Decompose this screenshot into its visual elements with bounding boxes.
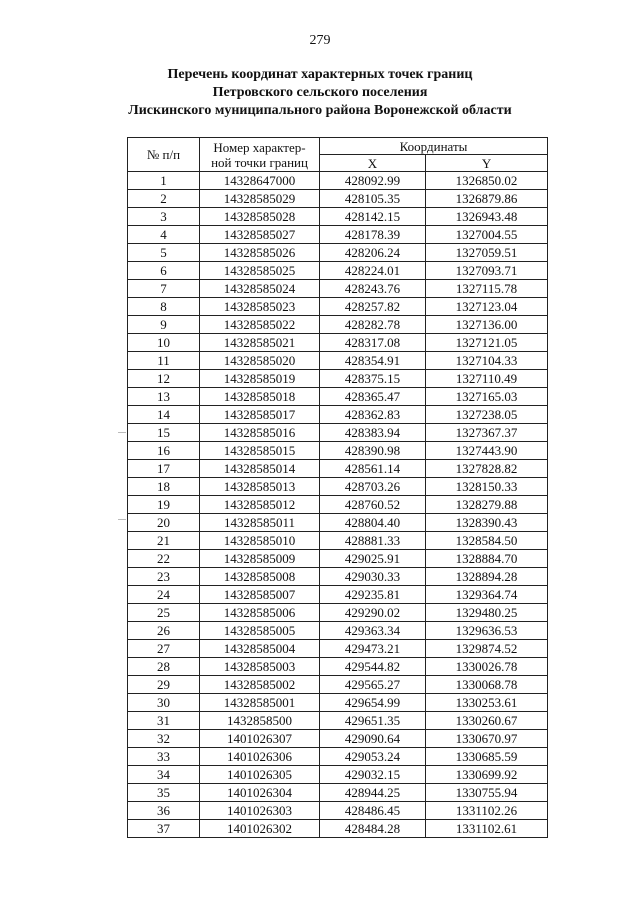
header-point-id: Номер характер-ной точки границ: [200, 138, 320, 172]
cell-x: 429651.35: [320, 712, 426, 730]
table-row: [128, 172, 548, 190]
cell-point-id: 14328585014: [200, 460, 320, 478]
cell-y: 1327238.05: [426, 406, 548, 424]
cell-num: 25: [128, 604, 200, 622]
table-row: [128, 478, 548, 496]
cell-num: 35: [128, 784, 200, 802]
cell-point-id: 14328585001: [200, 694, 320, 712]
cell-x: 428561.14: [320, 460, 426, 478]
cell-num: 26: [128, 622, 200, 640]
cell-point-id: 14328585010: [200, 532, 320, 550]
table-row: [128, 568, 548, 586]
cell-num: 34: [128, 766, 200, 784]
cell-point-id: 14328585011: [200, 514, 320, 532]
table-row: [128, 712, 548, 730]
scan-mark: [118, 432, 126, 433]
table-row: [128, 694, 548, 712]
cell-y: 1326850.02: [426, 172, 548, 190]
cell-point-id: 14328585022: [200, 316, 320, 334]
cell-y: 1326943.48: [426, 208, 548, 226]
cell-point-id: 1432858500: [200, 712, 320, 730]
cell-point-id: 14328585012: [200, 496, 320, 514]
coordinates-table: [127, 137, 548, 838]
cell-y: 1327110.49: [426, 370, 548, 388]
cell-y: 1330685.59: [426, 748, 548, 766]
table-row: [128, 208, 548, 226]
cell-point-id: 14328647000: [200, 172, 320, 190]
header-num: № п/п: [128, 138, 200, 172]
cell-x: 428375.15: [320, 370, 426, 388]
cell-y: 1330253.61: [426, 694, 548, 712]
cell-y: 1326879.86: [426, 190, 548, 208]
table-row: [128, 820, 548, 838]
cell-y: 1327104.33: [426, 352, 548, 370]
cell-point-id: 14328585016: [200, 424, 320, 442]
table-row: [128, 802, 548, 820]
cell-x: 429363.34: [320, 622, 426, 640]
table-row: [128, 514, 548, 532]
cell-num: 37: [128, 820, 200, 838]
cell-y: 1330699.92: [426, 766, 548, 784]
cell-y: 1330670.97: [426, 730, 548, 748]
cell-point-id: 14328585028: [200, 208, 320, 226]
cell-x: 428383.94: [320, 424, 426, 442]
cell-y: 1327121.05: [426, 334, 548, 352]
cell-point-id: 14328585009: [200, 550, 320, 568]
cell-point-id: 14328585021: [200, 334, 320, 352]
cell-x: 428362.83: [320, 406, 426, 424]
cell-y: 1327136.00: [426, 316, 548, 334]
cell-y: 1328279.88: [426, 496, 548, 514]
table-row: [128, 640, 548, 658]
cell-point-id: 14328585006: [200, 604, 320, 622]
table-header: [128, 138, 548, 172]
cell-point-id: 14328585027: [200, 226, 320, 244]
cell-x: 429290.02: [320, 604, 426, 622]
cell-y: 1329364.74: [426, 586, 548, 604]
cell-x: 428257.82: [320, 298, 426, 316]
cell-x: 428105.35: [320, 190, 426, 208]
cell-x: 428282.78: [320, 316, 426, 334]
table-row: [128, 406, 548, 424]
cell-point-id: 1401026307: [200, 730, 320, 748]
cell-x: 429030.33: [320, 568, 426, 586]
cell-point-id: 1401026304: [200, 784, 320, 802]
cell-num: 2: [128, 190, 200, 208]
cell-y: 1328884.70: [426, 550, 548, 568]
cell-y: 1331102.61: [426, 820, 548, 838]
cell-x: 428354.91: [320, 352, 426, 370]
page-number: 279: [309, 33, 331, 48]
cell-x: 428760.52: [320, 496, 426, 514]
cell-num: 23: [128, 568, 200, 586]
cell-y: 1327165.03: [426, 388, 548, 406]
cell-point-id: 14328585020: [200, 352, 320, 370]
cell-x: 429565.27: [320, 676, 426, 694]
cell-y: 1328894.28: [426, 568, 548, 586]
cell-num: 33: [128, 748, 200, 766]
table-row: [128, 352, 548, 370]
cell-x: 428390.98: [320, 442, 426, 460]
cell-num: 30: [128, 694, 200, 712]
cell-y: 1327004.55: [426, 226, 548, 244]
cell-x: 428224.01: [320, 262, 426, 280]
cell-point-id: 14328585013: [200, 478, 320, 496]
table-row: [128, 424, 548, 442]
cell-y: 1328584.50: [426, 532, 548, 550]
cell-x: 429235.81: [320, 586, 426, 604]
cell-num: 20: [128, 514, 200, 532]
cell-point-id: 14328585004: [200, 640, 320, 658]
cell-y: 1330026.78: [426, 658, 548, 676]
cell-x: 428092.99: [320, 172, 426, 190]
table-row: [128, 226, 548, 244]
table-row: [128, 586, 548, 604]
cell-num: 8: [128, 298, 200, 316]
table-row: [128, 262, 548, 280]
cell-y: 1327115.78: [426, 280, 548, 298]
table-row: [128, 550, 548, 568]
table-row: [128, 334, 548, 352]
cell-point-id: 14328585005: [200, 622, 320, 640]
cell-x: 429053.24: [320, 748, 426, 766]
cell-x: 429090.64: [320, 730, 426, 748]
cell-point-id: 1401026302: [200, 820, 320, 838]
cell-x: 428944.25: [320, 784, 426, 802]
table-row: [128, 658, 548, 676]
header-coordinates: Координаты: [320, 138, 548, 155]
cell-point-id: 14328585025: [200, 262, 320, 280]
cell-point-id: 14328585008: [200, 568, 320, 586]
cell-point-id: 14328585024: [200, 280, 320, 298]
cell-x: 428881.33: [320, 532, 426, 550]
cell-point-id: 14328585019: [200, 370, 320, 388]
cell-y: 1327443.90: [426, 442, 548, 460]
cell-num: 3: [128, 208, 200, 226]
cell-num: 7: [128, 280, 200, 298]
cell-num: 17: [128, 460, 200, 478]
cell-num: 32: [128, 730, 200, 748]
cell-point-id: 14328585029: [200, 190, 320, 208]
table-row: [128, 388, 548, 406]
cell-x: 428243.76: [320, 280, 426, 298]
cell-y: 1327367.37: [426, 424, 548, 442]
cell-num: 16: [128, 442, 200, 460]
cell-num: 21: [128, 532, 200, 550]
cell-x: 429025.91: [320, 550, 426, 568]
cell-y: 1330260.67: [426, 712, 548, 730]
cell-y: 1327123.04: [426, 298, 548, 316]
cell-num: 28: [128, 658, 200, 676]
table-row: [128, 784, 548, 802]
cell-num: 29: [128, 676, 200, 694]
cell-x: 428142.15: [320, 208, 426, 226]
cell-num: 5: [128, 244, 200, 262]
cell-num: 15: [128, 424, 200, 442]
cell-point-id: 14328585015: [200, 442, 320, 460]
cell-x: 429032.15: [320, 766, 426, 784]
cell-y: 1327059.51: [426, 244, 548, 262]
table-row: [128, 298, 548, 316]
cell-num: 13: [128, 388, 200, 406]
cell-point-id: 14328585002: [200, 676, 320, 694]
cell-num: 9: [128, 316, 200, 334]
title-line-1: Перечень координат характерных точек границ: [167, 67, 473, 82]
table-row: [128, 460, 548, 478]
cell-x: 428317.08: [320, 334, 426, 352]
cell-num: 1: [128, 172, 200, 190]
table-body: [128, 172, 548, 838]
cell-point-id: 14328585026: [200, 244, 320, 262]
table-row: [128, 370, 548, 388]
cell-point-id: 14328585023: [200, 298, 320, 316]
cell-y: 1328390.43: [426, 514, 548, 532]
cell-point-id: 14328585007: [200, 586, 320, 604]
cell-x: 428178.39: [320, 226, 426, 244]
cell-point-id: 1401026305: [200, 766, 320, 784]
table-row: [128, 190, 548, 208]
cell-point-id: 1401026306: [200, 748, 320, 766]
table-row: [128, 442, 548, 460]
cell-num: 36: [128, 802, 200, 820]
table-row: [128, 676, 548, 694]
table-row: [128, 280, 548, 298]
table-row: [128, 622, 548, 640]
table-row: [128, 766, 548, 784]
cell-num: 19: [128, 496, 200, 514]
scan-mark: [118, 519, 126, 520]
cell-num: 6: [128, 262, 200, 280]
cell-num: 18: [128, 478, 200, 496]
table-row: [128, 316, 548, 334]
cell-x: 428804.40: [320, 514, 426, 532]
cell-x: 428484.28: [320, 820, 426, 838]
cell-y: 1331102.26: [426, 802, 548, 820]
cell-y: 1327093.71: [426, 262, 548, 280]
title-line-3: Лискинского муниципального района Воронежской области: [128, 103, 512, 118]
table-row: [128, 730, 548, 748]
table-row: [128, 496, 548, 514]
cell-y: 1328150.33: [426, 478, 548, 496]
table-row: [128, 532, 548, 550]
cell-y: 1330755.94: [426, 784, 548, 802]
cell-num: 14: [128, 406, 200, 424]
cell-num: 11: [128, 352, 200, 370]
cell-num: 4: [128, 226, 200, 244]
cell-x: 429654.99: [320, 694, 426, 712]
table-row: [128, 604, 548, 622]
cell-x: 428365.47: [320, 388, 426, 406]
cell-num: 10: [128, 334, 200, 352]
cell-x: 428703.26: [320, 478, 426, 496]
cell-y: 1327828.82: [426, 460, 548, 478]
header-x: X: [320, 155, 426, 172]
header-y: Y: [426, 155, 548, 172]
cell-point-id: 1401026303: [200, 802, 320, 820]
cell-y: 1329480.25: [426, 604, 548, 622]
cell-x: 429544.82: [320, 658, 426, 676]
cell-num: 12: [128, 370, 200, 388]
table-row: [128, 748, 548, 766]
cell-point-id: 14328585003: [200, 658, 320, 676]
cell-x: 429473.21: [320, 640, 426, 658]
cell-x: 428486.45: [320, 802, 426, 820]
title-line-2: Петровского сельского поселения: [212, 85, 428, 100]
cell-y: 1329874.52: [426, 640, 548, 658]
cell-num: 24: [128, 586, 200, 604]
cell-num: 22: [128, 550, 200, 568]
cell-point-id: 14328585017: [200, 406, 320, 424]
document-title: [0, 66, 640, 120]
cell-point-id: 14328585018: [200, 388, 320, 406]
cell-x: 428206.24: [320, 244, 426, 262]
cell-y: 1329636.53: [426, 622, 548, 640]
cell-num: 27: [128, 640, 200, 658]
table-row: [128, 244, 548, 262]
cell-y: 1330068.78: [426, 676, 548, 694]
cell-num: 31: [128, 712, 200, 730]
